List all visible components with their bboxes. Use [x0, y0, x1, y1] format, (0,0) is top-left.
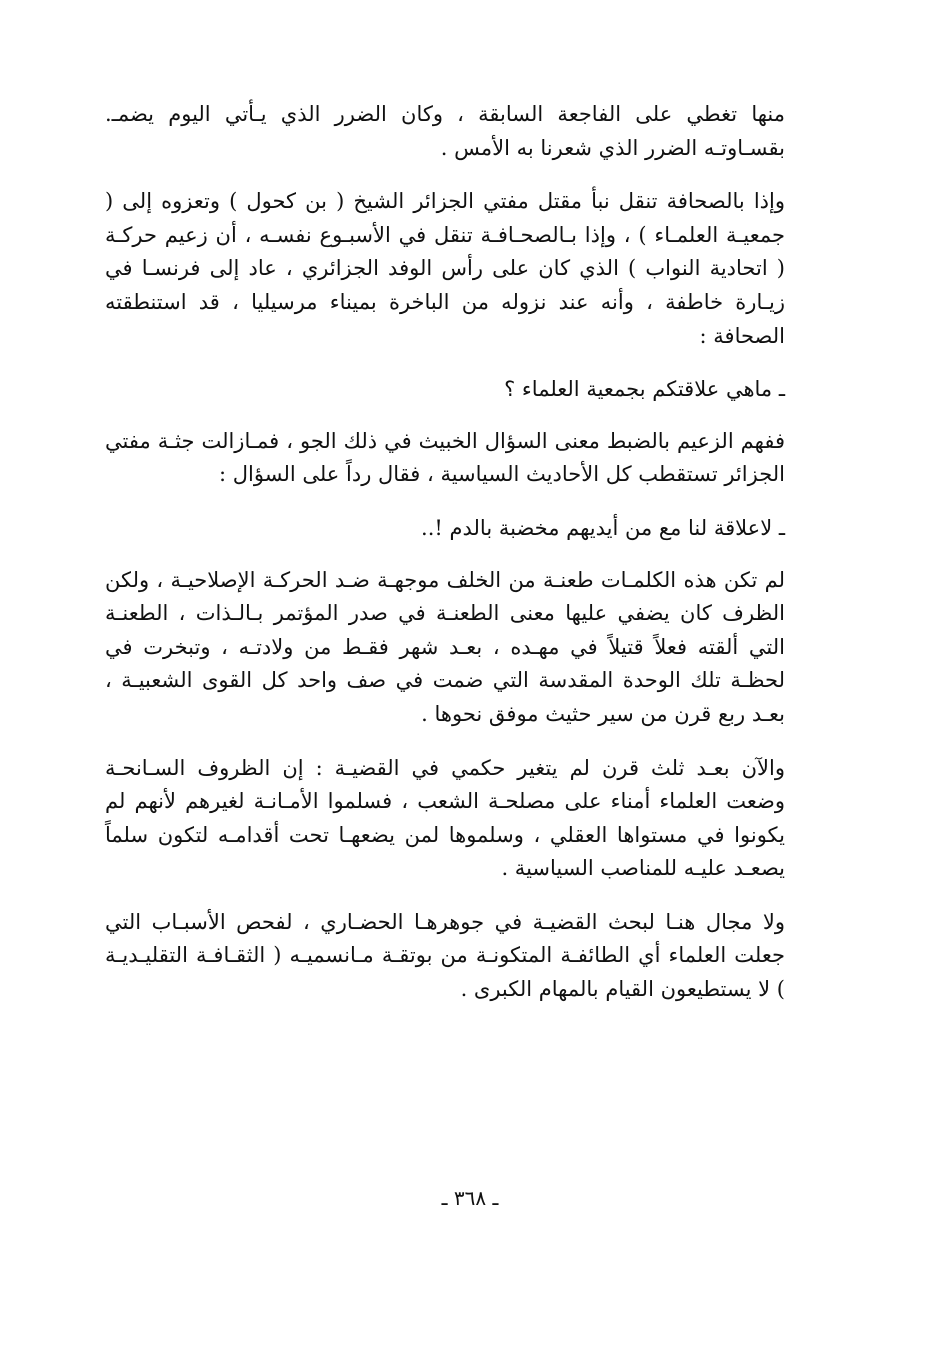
page-body	[105, 98, 785, 1027]
paragraph-2: وإذا بالصحافة تنقل نبأ مقتل مفتي الجزائر الشيخ ( بن كحول ) وتعزوه إلى ( جمعيـة العلمـاء ) ، وإذا بـالصحـافـة تنقل في الأسبـوع نفسـه ، أن زعيم حركـة ( اتحادية النواب ) الذي كان على رأس الوفد الجزائري ، عاد إلى فرنسـا في زيـارة خاطفة ، وأنه عند نزوله من الباخرة بميناء مرسيليا ، قد استنطقته الصحافة :	[105, 189, 785, 348]
paragraph-5: والآن بعـد ثلث قرن لم يتغير حكمي في القضيـة : إن الظروف السـانحـة وضعت العلماء أمناء على مصلحـة الشعب ، فسلموا الأمـانـة لغيرهم لأنهم لم يكونوا في مستواها العقلي ، وسلموها لمن يضعهـا تحت أقدامـه لتكون سلماً يصعـد عليـه للمناصب السياسية .	[105, 755, 785, 881]
paragraph-3: ففهم الزعيم بالضبط معنى السؤال الخبيث في ذلك الجو ، فمـازالت جثـة مفتي الجزائر تستقطب كل الأحاديث السياسية ، فقال رداً على السؤال :	[105, 428, 785, 487]
quoted-question: ـ ماهي علاقتكم بجمعية العلماء ؟	[504, 377, 785, 402]
paragraph-6: ولا مجال هنـا لبحث القضيـة في جوهرهـا الحضـاري ، لفحص الأسبـاب التي جعلت العلماء أي الطائفـة المتكونـة من بوتقـة مـانسميـه ( الثقـافـة التقليـديـة ) لا يستطيعون القيام بالمهام الكبرى .	[105, 909, 785, 1002]
paragraph-1: منها تغطي على الفاجعة السابقة ، وكان الضرر الذي يـأتي اليوم يضمـ. بقسـاوتـه الضرر الذي شعرنا به الأمس .	[105, 102, 785, 160]
page-number: ـ ٣٦٨ ـ	[441, 1186, 499, 1210]
paragraph-4: لم تكن هذه الكلمـات طعنـة من الخلف موجهـة ضـد الحركـة الإصلاحيـة ، ولكن الظرف كان يضفي عليها معنى الطعنـة في صدر المؤتمر بـالـذات ، الطعنـة التي ألقته فعلاً قتيلاً في مهـده ، بعـد شهر فقـط من ولادتـه ، وتبخرت في لحظـة تلك الوحدة المقدسة التي ضمت في صف واحد كل القوى الشعبيـة ، بعـد ربع قرن من سير حثيث موفق نحوها .	[105, 567, 785, 726]
quoted-answer: ـ لاعلاقة لنا مع من أيديهم مخضبة بالدم !..	[421, 515, 785, 540]
